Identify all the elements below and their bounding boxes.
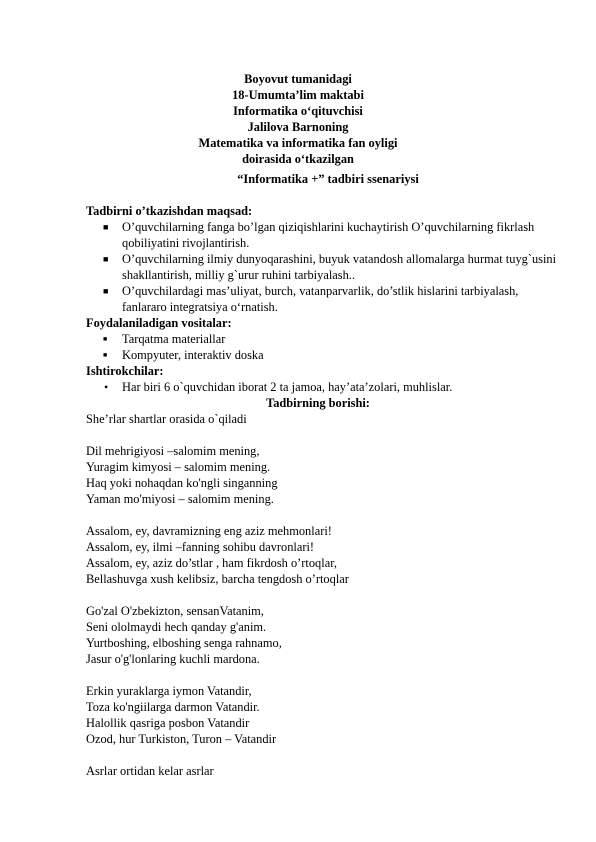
poem-line: Go'zal O'zbekizton, sensanVatanim,: [86, 604, 264, 618]
poem-line: Assalom, ey, aziz do’stlar , ham fikrdosh o’rtoqlar,: [86, 556, 337, 570]
poem-line: Assalom, ey, davramizning eng aziz mehmonlari!: [86, 524, 332, 538]
header-event: Matematika va informatika fan oyligi: [198, 136, 398, 150]
round-bullet-icon: •: [104, 380, 109, 394]
goal-item: O’quvchilarning fanga bo’lgan qiziqishlarini kuchaytirish O’quvchilarning fikrlash qobiliyatini rivojlantirish.: [122, 220, 535, 250]
goal-item: O’quvchilarning ilmiy dunyoqarashini, buyuk vatandosh allomalarga hurmat tuyg`usini shakllantirish, milliy g`urur ruhini tarbiyalash..: [122, 252, 557, 282]
square-bullet-icon: ■: [103, 222, 109, 232]
tools-item: Tarqatma materiallar: [122, 332, 226, 346]
poem-line: Haq yoki nohaqdan ko'ngli singanning: [86, 476, 278, 490]
poem-line: Halollik qasriga posbon Vatandir: [86, 716, 250, 730]
goal-heading: Tadbirni o’tkazishdan maqsad:: [86, 204, 253, 218]
poem-line: Yaman mo'miyosi – salomim mening.: [86, 492, 274, 506]
square-bullet-icon: ■: [103, 286, 109, 296]
poem-line: Yuragim kimyosi – salomim mening.: [86, 460, 271, 474]
poem-line: Erkin yuraklarga iymon Vatandir,: [86, 684, 252, 698]
square-bullet-icon: ■: [103, 254, 109, 264]
poem-line: Seni ololmaydi hech qanday g'anim.: [86, 620, 267, 634]
proceedings-intro: She’rlar shartlar orasida o`qiladi: [86, 412, 247, 426]
poem-line: Toza ko'ngiilarga darmon Vatandir.: [86, 700, 260, 714]
header-role: Informatika o‘qituvchisi: [233, 104, 363, 118]
participants-heading: Ishtirokchilar:: [86, 364, 164, 378]
participants-item: Har biri 6 o`quvchidan iborat 2 ta jamoa, hay’ata’zolari, muhlislar.: [122, 380, 453, 394]
header-author: Jalilova Barnoning: [247, 120, 349, 134]
poem-line: Yurtboshing, elboshing senga rahnamo,: [86, 636, 282, 650]
poem-line: Asrlar ortidan kelar asrlar: [86, 764, 214, 778]
poem-line: Dil mehrigiyosi –salomim mening,: [86, 444, 260, 458]
header-event-cont: doirasida o‘tkazilgan: [242, 152, 354, 166]
poem-line: Bellashuvga xush kelibsiz, barcha tengdosh o’rtoqlar: [86, 572, 349, 586]
small-square-bullet-icon: ■: [103, 335, 108, 343]
document-title: “Informatika +” tadbiri ssenariysi: [237, 172, 419, 186]
header-school: 18-Umumta’lim maktabi: [232, 88, 364, 102]
small-square-bullet-icon: ■: [103, 351, 108, 359]
proceedings-heading: Tadbirning borishi:: [266, 396, 370, 410]
poem-line: Assalom, ey, ilmi –fanning sohibu davronlari!: [86, 540, 315, 554]
poem-line: Jasur o'g'lonlaring kuchli mardona.: [86, 652, 260, 666]
poem-line: Ozod, hur Turkiston, Turon – Vatandir: [86, 732, 277, 746]
tools-item: Kompyuter, interaktiv doska: [122, 348, 264, 362]
header-district: Boyovut tumanidagi: [244, 72, 352, 86]
tools-heading: Foydalaniladigan vositalar:: [86, 316, 232, 330]
goal-item: O’quvchilardagi mas’uliyat, burch, vatanparvarlik, do’stlik hislarini tarbiyalash, fanlararo integratsiya o‘rnatish.: [122, 284, 519, 314]
